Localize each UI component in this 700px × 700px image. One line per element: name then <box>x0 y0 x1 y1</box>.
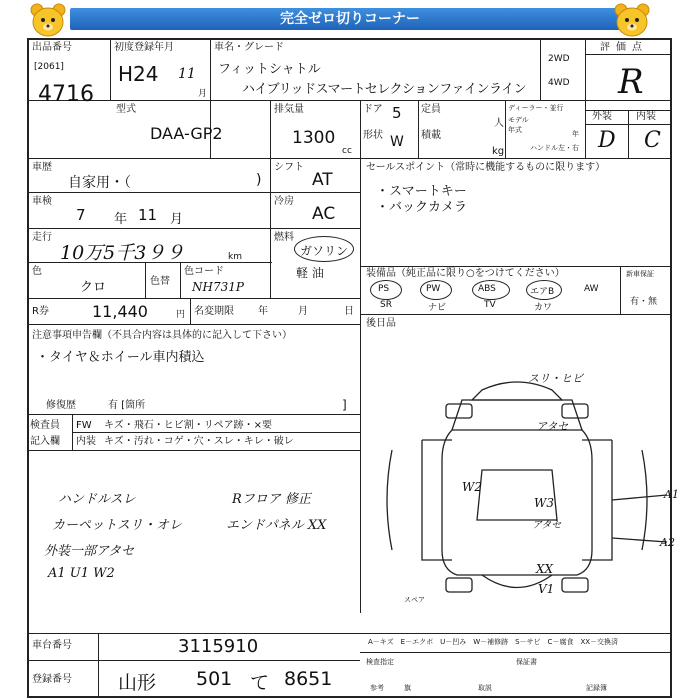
repair-history-value: 有 [箇所 <box>108 400 146 411</box>
handwritten-left-1: ハンドルスレ <box>58 492 136 507</box>
car-name: フィットシャトル <box>218 62 321 77</box>
repair-history-label: 修復歴 <box>46 400 76 411</box>
drive-2wd: 2WD <box>548 54 570 64</box>
displacement-unit: cc <box>342 146 352 156</box>
reg-year-label: 初度登録年月 <box>114 42 174 53</box>
deadline-year-unit: 年 <box>258 306 268 317</box>
lot-label: 出品番号 <box>32 42 72 53</box>
equip-abs: ABS <box>478 284 496 294</box>
diagram-hood-note: アタセ <box>536 420 569 433</box>
sales-point-1: ・スマートキー <box>376 184 467 199</box>
diagram-rear-note-2: V1 <box>538 582 555 596</box>
color-change-label: 色替 <box>150 276 170 287</box>
mileage-unit: km <box>228 252 242 262</box>
equip-airbag: エアB <box>530 287 555 297</box>
handle-label: ハンドル <box>530 144 558 152</box>
diagram-top-note: スリ・ヒビ <box>528 372 583 385</box>
car-label: 車名・グレード <box>214 42 284 53</box>
handwritten-right-2: エンドパネル XX <box>226 518 327 533</box>
bear-mascot-right-icon <box>612 2 652 38</box>
equip-ps-circle <box>370 280 402 300</box>
load-label: 積載 <box>421 130 441 141</box>
bottom-maint-label: 記録簿 <box>586 684 607 692</box>
reg-era-year: H24 <box>118 62 159 86</box>
equip-leather: カワ <box>534 303 553 313</box>
diagram-rear-note-1: XX <box>536 562 554 576</box>
shape-value: W <box>390 134 404 150</box>
rating-score: R <box>618 62 644 102</box>
inspection-label: 車検 <box>32 196 52 207</box>
bottom-ref-label: 参考 <box>370 684 384 692</box>
equip-navi: ナビ <box>428 303 447 313</box>
displacement-value: 1300 <box>292 128 336 148</box>
inspection-month-unit: 月 <box>170 212 184 227</box>
inspection-month: 11 <box>138 206 158 224</box>
handwritten-left-3: 外装一部アタセ <box>44 544 135 559</box>
displacement-label: 排気量 <box>274 104 304 115</box>
model-year-label: モデル <box>508 116 529 124</box>
equip-pw-circle <box>420 280 452 300</box>
equip-sr: SR <box>380 300 392 310</box>
int-items: キズ・汚れ・コゲ・穴・スレ・キレ・破レ <box>104 436 294 447</box>
inspection-year-unit: 年 <box>114 212 128 227</box>
inspector-label-1: 検査員 <box>30 420 60 431</box>
rating-label: 評価点 <box>600 42 648 53</box>
equip-tv: TV <box>484 300 496 310</box>
lot-number: 4716 <box>38 82 94 107</box>
color-code-label: 色コード <box>184 266 224 277</box>
page-banner-title: 完全ゼロ切りコーナー <box>70 8 630 30</box>
car-grade: ハイブリッドスマートセレクションファインライン <box>242 82 527 97</box>
plate-number: 8651 <box>284 668 333 690</box>
lot-sub: [2061] <box>34 62 64 72</box>
new-warranty-label: 新車保証 <box>626 270 654 278</box>
equip-aw: AW <box>584 284 599 294</box>
history-label: 車歴 <box>32 162 52 173</box>
reg-month: 11 <box>178 66 196 82</box>
sales-points-label: セールスポイント（常時に機能するものに限ります） <box>366 162 606 173</box>
rear-seat-label: 後日品 <box>366 318 396 329</box>
doors-label: ドア <box>363 104 383 115</box>
capacity-unit: 人 <box>494 118 504 129</box>
handwritten-right-1: Rフロア 修正 <box>232 492 311 507</box>
handwritten-left-2: カーペットスリ・オレ <box>52 518 182 533</box>
diagram-right-note-2: A2 <box>660 536 675 549</box>
recycle-unit: 円 <box>176 310 186 320</box>
chassis-value: 3115910 <box>178 636 259 657</box>
equip-ps: PS <box>378 284 390 294</box>
recycle-value: 11,440 <box>92 302 148 321</box>
car-damage-diagram <box>362 360 672 610</box>
sales-point-2: ・バックカメラ <box>376 200 468 215</box>
diagram-roof-note-2: アタセ <box>532 520 562 531</box>
bottom-inspector-label: 検査指定 <box>366 658 394 666</box>
bottom-flag-label: 旗 <box>404 684 411 692</box>
shape-label: 形状 <box>363 130 383 141</box>
handle-value: 左・右 <box>558 144 579 152</box>
equip-abs-circle <box>472 280 510 300</box>
shift-value: AT <box>312 170 333 190</box>
name-change-deadline-label: 名変期限 <box>194 306 234 317</box>
equip-airbag-circle <box>526 280 562 300</box>
fuel-gasoline: ガソリン <box>300 244 349 258</box>
color-value: クロ <box>80 280 107 295</box>
capacity-label: 定員 <box>421 104 441 115</box>
chassis-label: 車台番号 <box>32 640 72 651</box>
load-unit: kg <box>492 146 505 157</box>
color-code-value: NH731P <box>192 280 244 294</box>
inspection-year: 7 <box>76 206 86 224</box>
color-label: 色 <box>32 266 42 277</box>
dealer-label: ディーラー・並行 <box>508 104 564 112</box>
diagram-roof-note: W3 <box>534 496 554 510</box>
drive-4wd: 4WD <box>548 78 570 88</box>
int-grade: C <box>644 128 661 153</box>
fw-items: キズ・飛石・ヒビ割・リペア跡・×要 <box>104 420 272 431</box>
year-unit: 年 <box>572 130 579 138</box>
model-label: 型式 <box>116 104 136 115</box>
deadline-day-unit: 日 <box>344 306 354 317</box>
notes-item-1: ・タイヤ＆ホイール車内積込 <box>36 350 205 365</box>
fuel-label: 燃料 <box>274 232 294 243</box>
reg-month-unit: 月 <box>198 89 208 99</box>
mileage-label: 走行 <box>32 232 52 243</box>
diagram-spare: スペア <box>404 596 425 604</box>
bear-mascot-left-icon <box>28 2 68 38</box>
plate-kana: て <box>250 672 270 694</box>
history-value: 自家用・（ <box>68 175 131 191</box>
equip-pw: PW <box>426 284 441 294</box>
recycle-label: R券 <box>32 306 49 317</box>
inspector-int-label: 内装 <box>76 436 96 447</box>
plate-label: 登録番号 <box>32 674 72 685</box>
bottom-warranty-label: 保証書 <box>516 658 537 666</box>
bottom-manual-label: 取説 <box>478 684 492 692</box>
ac-label: 冷房 <box>274 196 294 207</box>
new-warranty-value: 有・無 <box>630 297 658 307</box>
handwritten-left-4: A1 U1 W2 <box>48 566 115 581</box>
inspector-label-2: 記入欄 <box>30 436 60 447</box>
year-label: 年式 <box>508 126 522 134</box>
notes-label: 注意事項申告欄（不具合内容は具体的に記入して下さい） <box>32 330 292 341</box>
fw-label: FW <box>76 420 92 431</box>
repair-bracket-close: ] <box>342 398 347 412</box>
history-close: ) <box>256 172 262 188</box>
fuel-diesel: 軽 油 <box>296 266 324 280</box>
shift-label: シフト <box>274 162 304 173</box>
plate-class: 501 <box>196 668 233 690</box>
damage-legend: A－キズ E－エクボ U－凹み W－補修跡 S－サビ C－腐食 XX－交換済 <box>368 638 619 646</box>
ext-grade: D <box>598 128 616 153</box>
mileage-value: 10万5千3９９ <box>60 242 185 264</box>
diagram-left-note: W2 <box>462 480 482 494</box>
fuel-gasoline-circle <box>294 236 354 262</box>
deadline-month-unit: 月 <box>298 306 308 317</box>
model-value: DAA-GP2 <box>150 124 223 143</box>
int-label: 内装 <box>636 111 656 122</box>
diagram-right-note-1: A1 <box>664 488 679 501</box>
equipment-label: 装備品（純正品に限り○をつけてください） <box>366 268 565 279</box>
doors-value: 5 <box>392 104 402 122</box>
ext-label: 外装 <box>592 111 612 122</box>
plate-region: 山形 <box>118 672 157 694</box>
ac-value: AC <box>312 204 336 224</box>
